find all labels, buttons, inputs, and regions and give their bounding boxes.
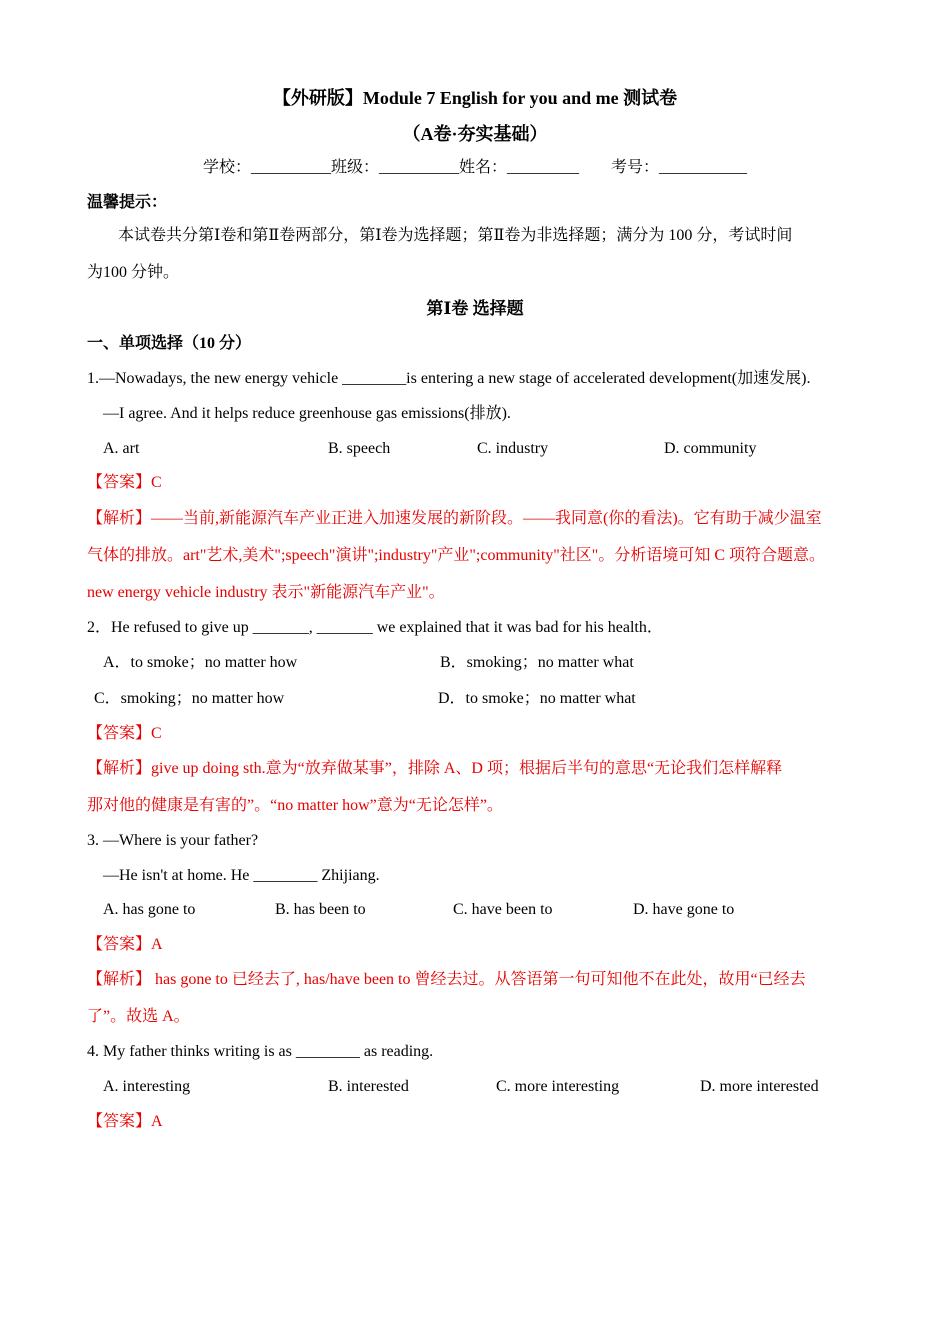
question-2-answer: 【答案】C [87, 725, 162, 742]
question-3-option-a: A. has gone to [103, 901, 196, 918]
question-2-option-b: B．smoking；no matter what [440, 654, 634, 671]
question-1-option-d: D. community [664, 440, 757, 457]
notice-text-line-2: 为100 分钟。 [87, 264, 180, 281]
question-1-explanation-1: 【解析】——当前,新能源汽车产业正进入加速发展的新阶段。——我同意(你的看法)。它有助于减少温室 [87, 510, 822, 527]
question-3-option-b: B. has been to [275, 901, 366, 918]
page-subtitle: （A卷·夯实基础） [402, 124, 548, 144]
notice-label: 温馨提示： [87, 194, 168, 211]
question-3-answer: 【答案】A [87, 936, 163, 953]
question-2-option-a: A．to smoke；no matter how [103, 654, 298, 671]
question-4-option-b: B. interested [328, 1078, 409, 1095]
question-1-answer: 【答案】C [87, 474, 162, 491]
part-heading: 一、单项选择（10 分） [87, 335, 252, 352]
question-3-stem: 3. —Where is your father? [87, 832, 259, 849]
question-1-option-c: C. industry [477, 440, 549, 457]
question-3-explanation-2: 了”。故选 A。 [87, 1008, 190, 1025]
question-4-option-d: D. more interested [700, 1078, 819, 1095]
question-1-explanation-2: 气体的排放。art"艺术,美术";speech"演讲";industry"产业";community"社区"。分析语境可知 C 项符合题意。 [87, 547, 825, 564]
question-4-option-a: A. interesting [103, 1078, 191, 1095]
question-2-option-d: D．to smoke；no matter what [438, 690, 636, 707]
question-4-answer: 【答案】A [87, 1113, 163, 1130]
question-2-explanation-1: 【解析】give up doing sth.意为“放弃做某事”，排除 A、D 项；根据后半句的意思“无论我们怎样解释 [87, 760, 783, 777]
question-1-option-a: A. art [103, 440, 140, 457]
question-3-stem-2: —He isn't at home. He ________ Zhijiang. [103, 867, 380, 884]
student-info-line: 学校：__________班级：__________姓名：_________ 考号：___________ [202, 159, 747, 176]
question-1-stem: 1.—Nowadays, the new energy vehicle ________is entering a new stage of accelerated development(加速发展). [87, 370, 811, 387]
question-3-option-c: C. have been to [453, 901, 553, 918]
section-title: 第Ⅰ卷 选择题 [426, 299, 524, 318]
question-1-stem-2: —I agree. And it helps reduce greenhouse gas emissions(排放). [103, 405, 511, 422]
question-3-option-d: D. have gone to [633, 901, 735, 918]
question-3-explanation-1: 【解析】 has gone to 已经去了, has/have been to 曾经去过。从答语第一句可知他不在此处，故用“已经去 [87, 971, 806, 988]
question-2-stem: 2．He refused to give up _______, _______ we explained that it was bad for his health． [87, 619, 663, 636]
question-2-option-c: C．smoking；no matter how [94, 690, 285, 707]
question-1-explanation-3: new energy vehicle industry 表示"新能源汽车产业"。 [87, 584, 445, 601]
question-2-explanation-2: 那对他的健康是有害的”。“no matter how”意为“无论怎样”。 [87, 797, 503, 814]
question-4-stem: 4. My father thinks writing is as ________ as reading. [87, 1043, 434, 1060]
notice-text-line-1: 本试卷共分第Ⅰ卷和第Ⅱ卷两部分，第Ⅰ卷为选择题；第Ⅱ卷为非选择题；满分为 100 分，考试时间 [118, 227, 793, 244]
question-4-option-c: C. more interesting [496, 1078, 620, 1095]
page-title: 【外研版】Module 7 English for you and me 测试卷 [272, 88, 678, 108]
question-1-option-b: B. speech [328, 440, 391, 457]
